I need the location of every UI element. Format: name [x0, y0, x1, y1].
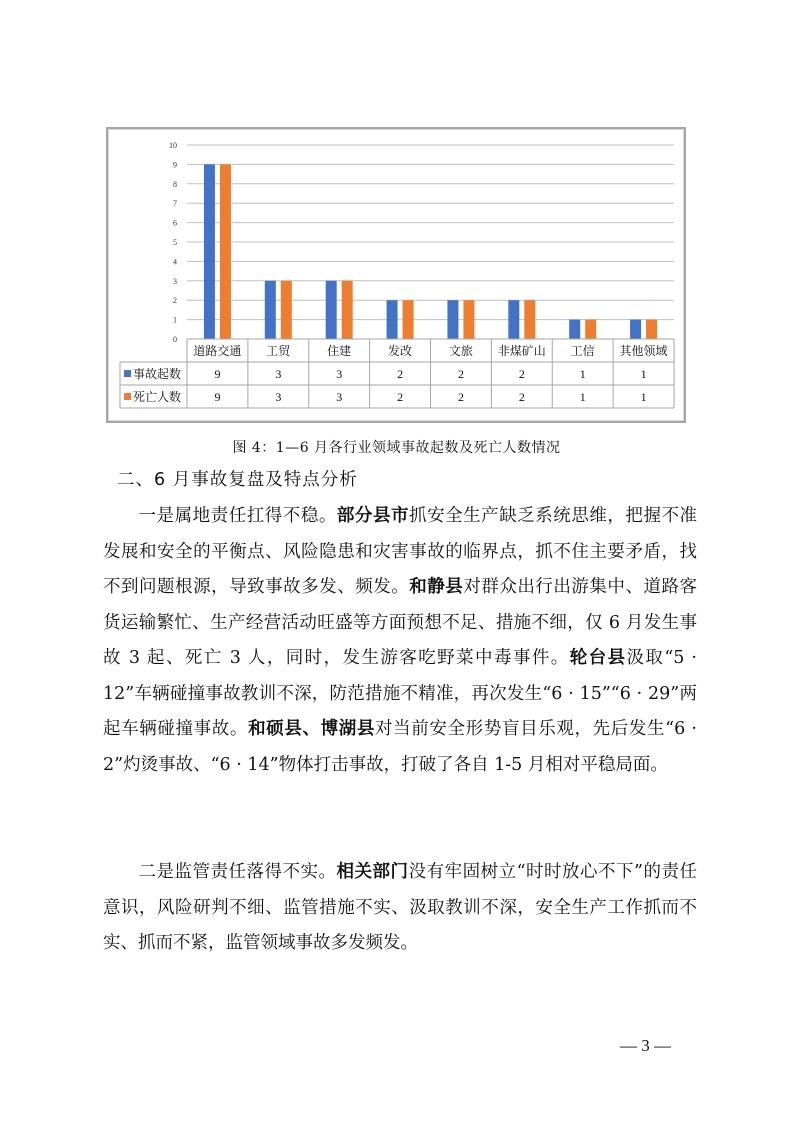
y-tick-label: 0 [173, 335, 177, 344]
bold-entity: 部分县市 [336, 506, 410, 526]
paragraph-1 [103, 499, 697, 783]
paragraph-text: 对群众出行出游集中、道路客货运输繁忙、生产经营活动旺盛等方面预想不足、措施不细，仅 6 月发生事故 3 起、死亡 3 人，同时，发生游客吃野菜中毒事件。 [103, 577, 697, 668]
section-heading: 二、6 月事故复盘及特点分析 [117, 470, 358, 490]
y-tick-label: 4 [173, 257, 177, 267]
category-label: 工信 [570, 344, 595, 358]
data-table-value: 2 [457, 390, 464, 404]
category-label: 文旅 [448, 344, 473, 358]
data-table-value: 2 [397, 367, 404, 381]
data-table-value: 2 [397, 390, 404, 404]
y-tick-label: 2 [173, 296, 177, 306]
y-tick-label: 1 [173, 315, 177, 325]
category-label: 工贸 [266, 344, 291, 358]
figure-caption: 图 4：1—6 月各行业领域事故起数及死亡人数情况 [232, 440, 561, 456]
paragraph-text: 抓安全生产缺乏系统思维，把握不准发展和安全的平衡点、风险隐患和灾害事故的临界点，抓不住主要矛盾，找不到问题根源，导致事故多发、频发。 [103, 506, 698, 597]
y-tick-label: 7 [173, 199, 177, 209]
legend-label: 死亡人数 [133, 390, 182, 404]
y-tick-label: 3 [173, 276, 177, 286]
bar-accidents [630, 320, 641, 339]
data-table-value: 9 [214, 367, 221, 381]
bar-deaths [463, 300, 474, 339]
bar-accidents [447, 300, 458, 339]
bar-accidents [569, 320, 580, 339]
bar-deaths [585, 320, 596, 339]
bar-accidents [508, 300, 519, 339]
data-table-value: 1 [640, 367, 647, 381]
paragraph-text: 一是属地责任扛得不稳。 [138, 506, 337, 526]
legend-swatch [124, 393, 131, 400]
category-label: 其他领域 [619, 344, 668, 358]
bold-entity: 轮台县 [569, 648, 627, 668]
paragraph-text: 对当前安全形势盲目乐观，先后发生“6 · 2”灼烫事故、“6 · 14”物体打击事故，打破了各自 1-5 月相对平稳局面。 [103, 719, 697, 775]
data-table-value: 1 [640, 390, 647, 404]
bar-deaths [524, 300, 535, 339]
bar-accidents [387, 300, 398, 339]
data-table-value: 9 [214, 390, 221, 404]
chart-frame [106, 127, 686, 423]
bar-deaths [403, 300, 414, 339]
paragraph-text: 汲取“5 · 12”车辆碰撞事故教训不深，防范措施不精准，再次发生“6 · 15”“6 · 29”两起车辆碰撞事故。 [103, 648, 697, 739]
data-table-value: 2 [518, 390, 525, 404]
data-table-value: 2 [457, 367, 464, 381]
bar-deaths [646, 320, 657, 339]
bar-chart [108, 129, 684, 421]
y-tick-label: 5 [173, 238, 177, 247]
paragraph-2 [103, 855, 697, 962]
data-table-value: 1 [579, 367, 586, 381]
category-label: 非煤矿山 [497, 344, 546, 358]
bar-accidents [326, 281, 337, 339]
bar-deaths [342, 281, 353, 339]
bar-accidents [204, 164, 215, 339]
category-label: 住建 [327, 344, 352, 358]
category-label: 道路交通 [193, 344, 242, 358]
legend-swatch [124, 370, 131, 377]
y-tick-label: 6 [173, 218, 177, 228]
y-tick-label: 8 [173, 179, 177, 189]
data-table-value: 3 [336, 367, 343, 381]
bold-entity: 和静县 [409, 577, 464, 597]
data-table-value: 1 [579, 390, 586, 404]
data-table-value: 3 [275, 367, 282, 381]
bar-deaths [220, 164, 231, 339]
bar-accidents [265, 281, 276, 339]
paragraph-text: 二是监管责任落得不实。 [138, 862, 337, 882]
legend-label: 事故起数 [133, 367, 182, 381]
category-label: 发改 [388, 344, 413, 358]
bold-entity: 相关部门 [336, 862, 409, 882]
data-table-value: 3 [275, 390, 282, 404]
data-table-value: 3 [336, 390, 343, 404]
paragraph-text: 没有牢固树立“时时放心不下”的责任意识，风险研判不细、监管措施不实、汲取教训不深，安全生产工作抓而不实、抓而不紧，监管领域事故多发频发。 [103, 862, 698, 953]
bold-entity: 和硕县、博湖县 [248, 719, 376, 739]
page-number: — 3 — [620, 1036, 671, 1055]
bar-deaths [281, 281, 292, 339]
y-tick-label: 9 [173, 160, 177, 170]
data-table-value: 2 [518, 367, 525, 381]
y-tick-label: 10 [169, 141, 177, 150]
